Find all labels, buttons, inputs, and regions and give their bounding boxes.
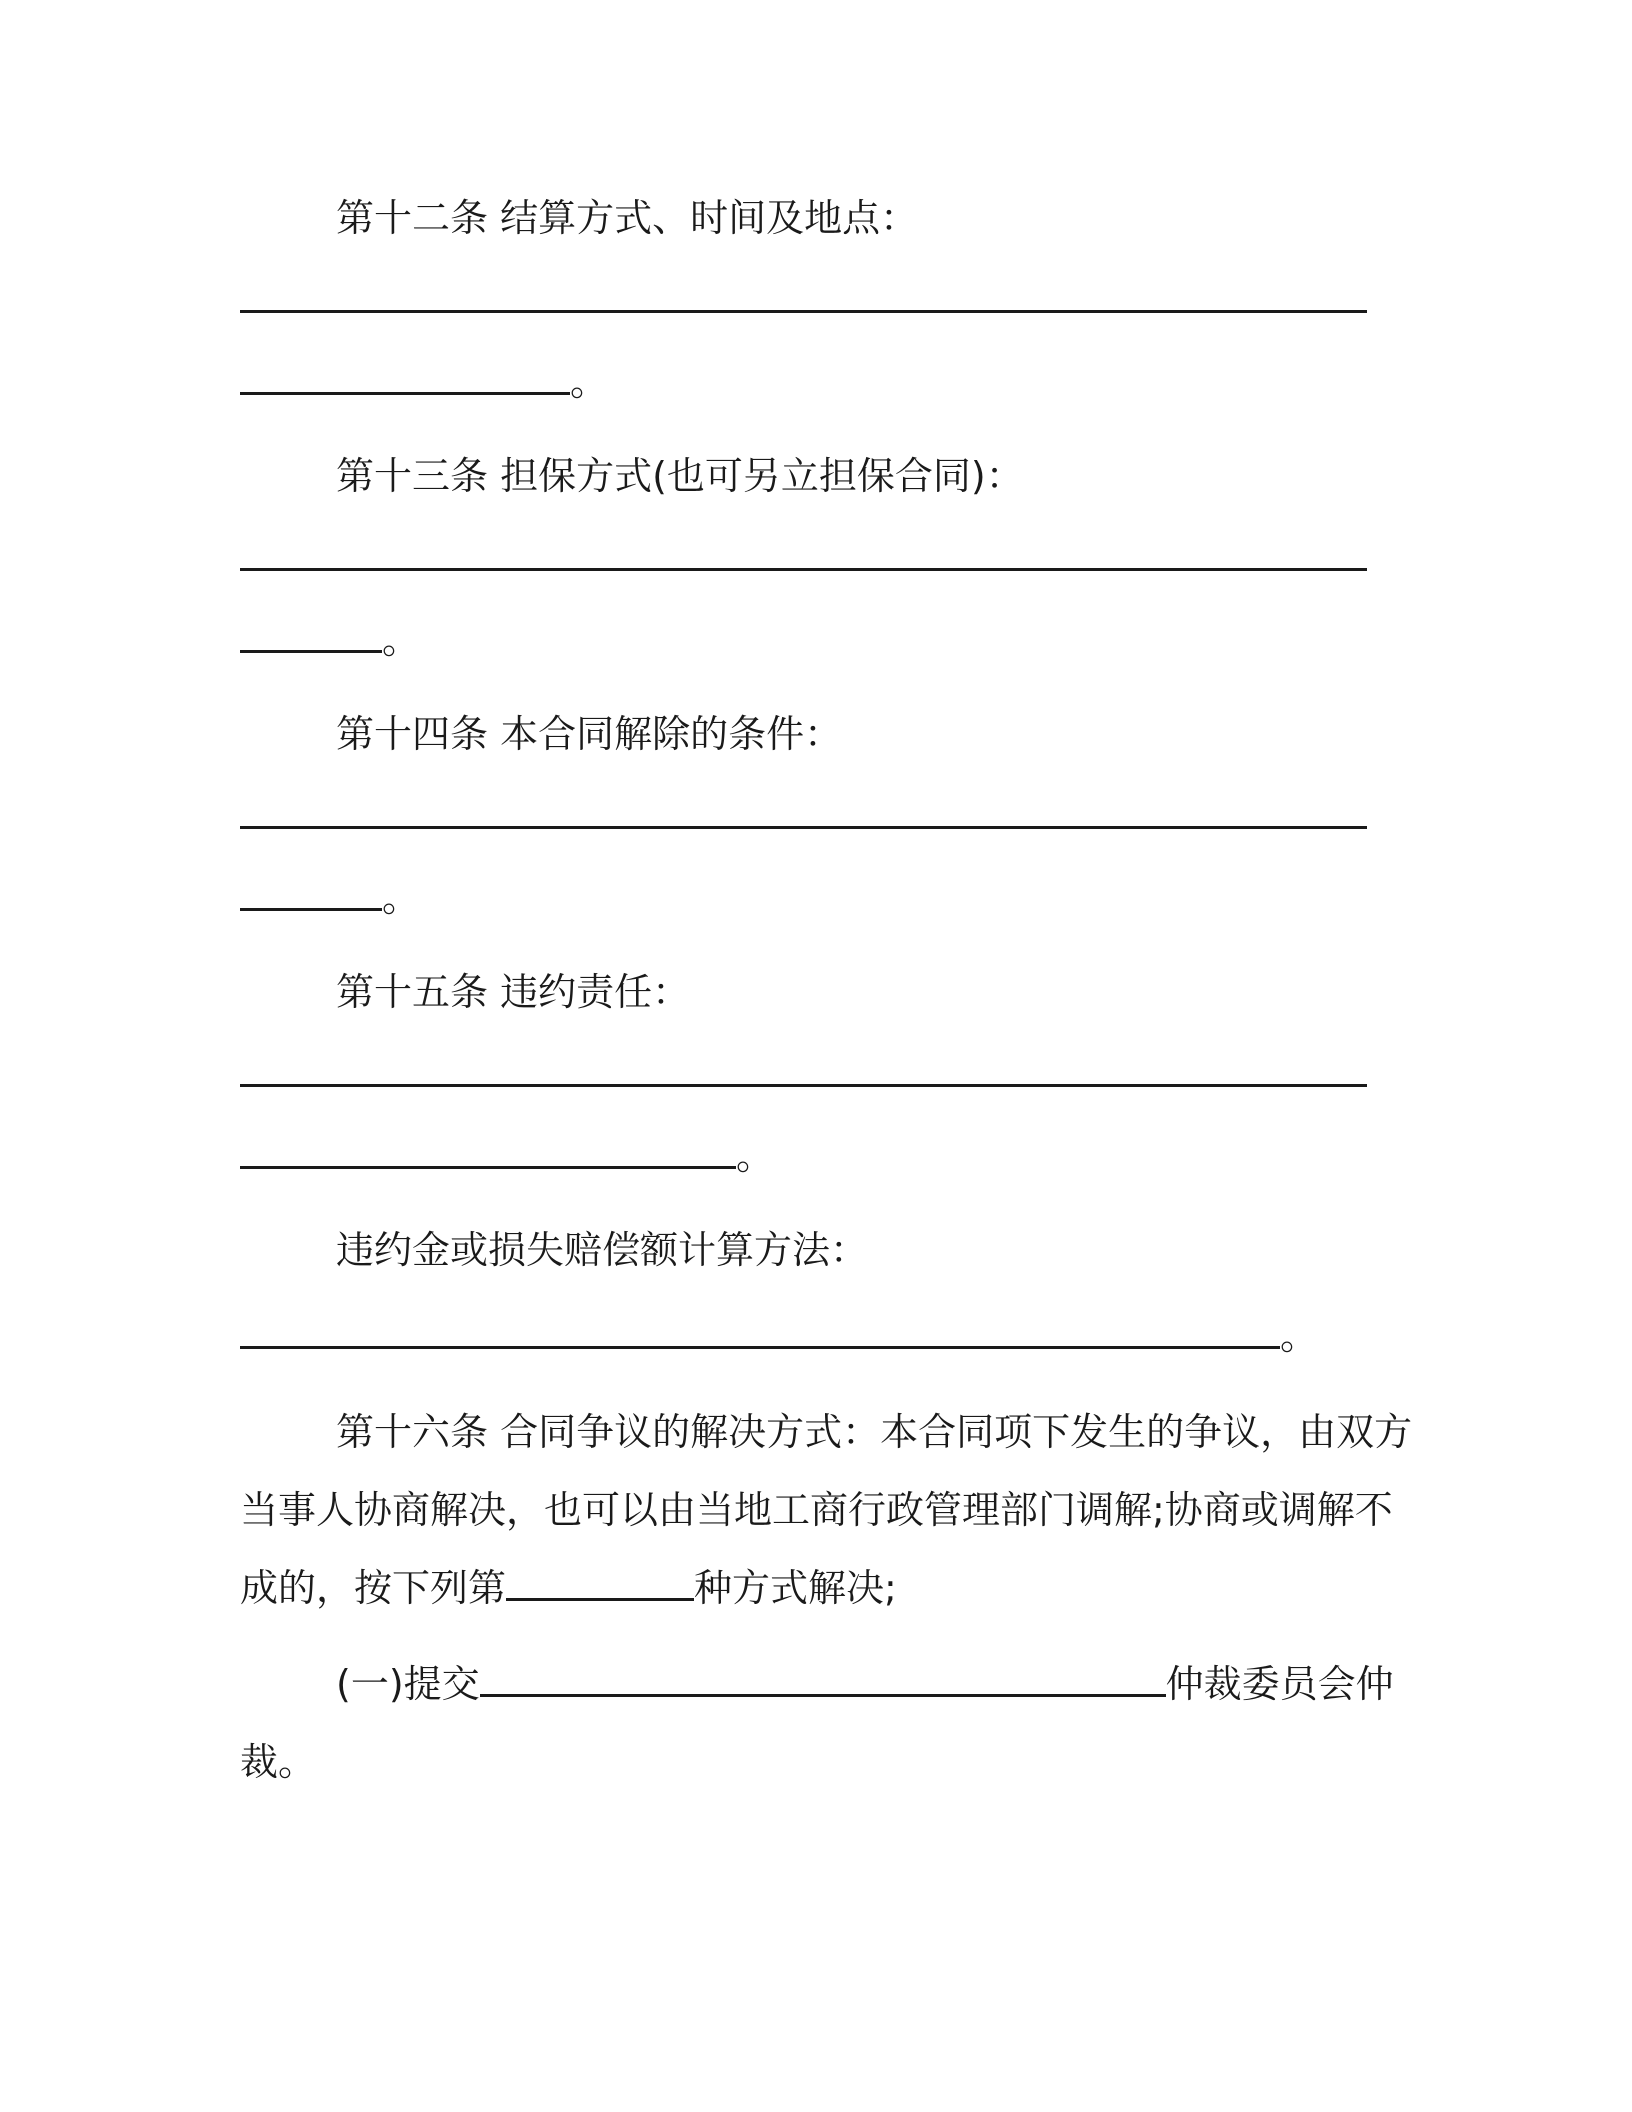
article-14-blank-line-1[interactable] [240, 826, 1367, 829]
option-1-arbitration-blank[interactable] [480, 1664, 1166, 1697]
article-13-period: 。 [382, 618, 421, 662]
article-15-blank-line-2 [240, 1132, 774, 1180]
article-12-blank-line-1[interactable] [240, 310, 1367, 313]
penalty-period: 。 [1280, 1314, 1319, 1358]
article-14-blank-line-2 [240, 874, 420, 922]
article-13-blank-fill[interactable] [240, 620, 382, 653]
article-16-line-3 [240, 1564, 897, 1612]
article-16-line-3-text-a: 成的，按下列第 [240, 1566, 507, 1610]
article-15-blank-fill[interactable] [240, 1136, 736, 1169]
penalty-heading: 违约金或损失赔偿额计算方法： [336, 1228, 869, 1272]
article-15-blank-line-1[interactable] [240, 1084, 1367, 1087]
article-15-heading: 第十五条 违约责任： [336, 970, 691, 1014]
article-13-heading: 第十三条 担保方式(也可另立担保合同)： [336, 454, 1024, 498]
article-12-period: 。 [570, 360, 609, 404]
article-12-blank-fill[interactable] [240, 362, 570, 395]
option-1-text-b: 仲裁委员会仲 [1165, 1662, 1394, 1706]
option-1-text-a: (一)提交 [336, 1662, 480, 1706]
option-1-line-2: 裁。 [240, 1740, 317, 1784]
article-16-line-2: 当事人协商解决，也可以由当地工商行政管理部门调解;协商或调解不 [240, 1488, 1393, 1532]
penalty-blank-line [240, 1312, 1318, 1360]
option-1-line [336, 1660, 1394, 1708]
article-13-blank-line-1[interactable] [240, 568, 1367, 571]
article-14-blank-fill[interactable] [240, 878, 382, 911]
article-12-heading: 第十二条 结算方式、时间及地点： [336, 196, 919, 240]
article-16-line-3-text-b: 种方式解决; [694, 1566, 897, 1610]
article-14-period: 。 [382, 876, 421, 920]
penalty-blank-fill[interactable] [240, 1316, 1280, 1349]
article-16-method-number-blank[interactable] [506, 1568, 694, 1601]
article-13-blank-line-2 [240, 616, 420, 664]
article-14-heading: 第十四条 本合同解除的条件： [336, 712, 843, 756]
article-15-period: 。 [736, 1134, 775, 1178]
article-16-line-1: 第十六条 合同争议的解决方式：本合同项下发生的争议，由双方 [336, 1410, 1413, 1454]
article-12-blank-line-2 [240, 358, 608, 406]
